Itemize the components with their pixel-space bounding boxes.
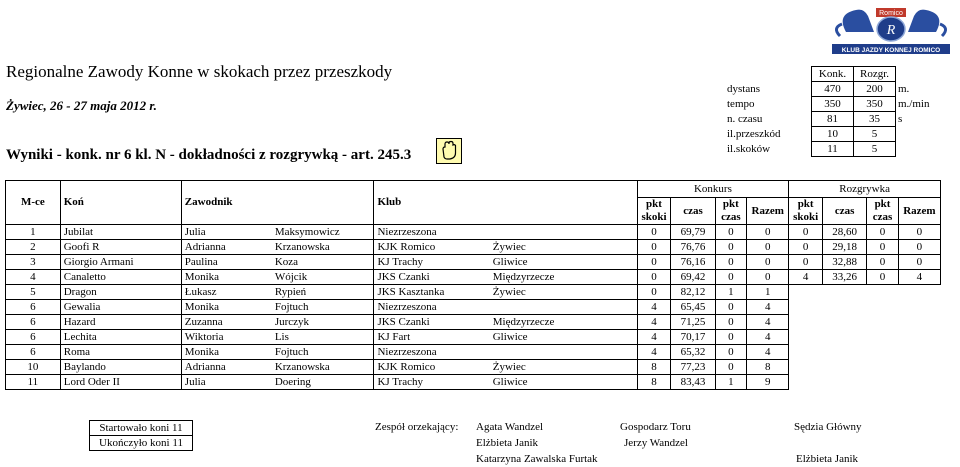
cell-r-pkt-skoki: 0	[789, 255, 823, 270]
cell-r-pkt-czas: 0	[867, 240, 899, 255]
cell-last-name: Rypień	[272, 285, 374, 300]
header-kon: Koń	[60, 181, 181, 225]
table-row	[6, 330, 941, 345]
cell-city: Gliwice	[490, 375, 637, 390]
cell-r-pkt-czas: 0	[867, 270, 899, 285]
cell-club: JKS Kasztanka	[374, 285, 490, 300]
cell-czas: 76,76	[671, 240, 715, 255]
horse-count-table	[89, 420, 193, 451]
param-konk: 11	[812, 142, 854, 157]
cell-pkt-czas: 0	[715, 360, 747, 375]
param-rozgr: 35	[854, 112, 896, 127]
jury-member-1: Agata Wandzel	[476, 421, 544, 433]
table-row	[6, 285, 941, 300]
cell-r-pkt-czas	[867, 285, 899, 300]
cell-r-razem	[898, 360, 940, 375]
cell-horse: Hazard	[60, 315, 181, 330]
header-czas: czas	[671, 198, 715, 225]
cell-place: 3	[6, 255, 61, 270]
cell-razem: 4	[747, 330, 789, 345]
cell-first-name: Julia	[181, 225, 272, 240]
cell-city	[490, 345, 637, 360]
cell-r-razem	[898, 330, 940, 345]
cell-pkt-skoki: 4	[637, 315, 671, 330]
param-header-konk: Konk.	[812, 67, 854, 82]
competition-title: Regionalne Zawody Konne w skokach przez przeszkody	[6, 62, 393, 81]
table-row	[6, 375, 941, 390]
cell-r-pkt-skoki	[789, 375, 823, 390]
cell-r-czas: 32,88	[823, 255, 867, 270]
cell-last-name: Fojtuch	[272, 345, 374, 360]
cell-razem: 0	[747, 270, 789, 285]
jury-label: Zespół orzekający:	[375, 421, 459, 433]
cell-last-name: Wójcik	[272, 270, 374, 285]
results-heading	[6, 147, 411, 164]
logo-text: KLUB JAZDY KONNEJ ROMICO	[841, 47, 941, 54]
cell-place: 6	[6, 300, 61, 315]
header-pkt-czas-r: pkt czas	[867, 198, 899, 225]
param-row	[725, 127, 931, 142]
param-rozgr: 5	[854, 127, 896, 142]
cell-club: KJ Trachy	[374, 375, 490, 390]
cell-pkt-skoki: 0	[637, 225, 671, 240]
course-params-table	[725, 66, 931, 157]
cell-pkt-czas: 0	[715, 300, 747, 315]
cell-last-name: Koza	[272, 255, 374, 270]
cell-r-pkt-czas	[867, 345, 899, 360]
cell-czas: 65,32	[671, 345, 715, 360]
param-unit: m.	[898, 83, 910, 95]
cell-r-czas	[823, 300, 867, 315]
cell-city: Żywiec	[490, 240, 637, 255]
cell-razem: 9	[747, 375, 789, 390]
cell-czas: 76,16	[671, 255, 715, 270]
cell-pkt-skoki: 8	[637, 375, 671, 390]
cell-place: 6	[6, 330, 61, 345]
cell-r-pkt-czas: 0	[867, 255, 899, 270]
cell-r-pkt-czas	[867, 360, 899, 375]
results-description: - konk. nr 6 kl. N - dokładności z rozgrywką - art. 245.3	[52, 147, 412, 163]
cell-pkt-czas: 0	[715, 270, 747, 285]
param-row	[725, 142, 931, 157]
cell-horse: Roma	[60, 345, 181, 360]
header-razem-r: Razem	[898, 198, 940, 225]
param-unit	[896, 142, 932, 157]
logo-letter: R	[886, 23, 896, 38]
club-logo	[826, 2, 956, 56]
cell-city: Żywiec	[490, 360, 637, 375]
cell-pkt-czas: 0	[715, 255, 747, 270]
cell-first-name: Wiktoria	[181, 330, 272, 345]
cell-razem: 0	[747, 240, 789, 255]
cell-r-pkt-skoki	[789, 330, 823, 345]
cell-pkt-skoki: 4	[637, 300, 671, 315]
cell-first-name: Monika	[181, 270, 272, 285]
header-rozgrywka: Rozgrywka	[789, 181, 941, 198]
cell-first-name: Łukasz	[181, 285, 272, 300]
cell-r-razem	[898, 315, 940, 330]
cell-city: Żywiec	[490, 285, 637, 300]
hand-icon[interactable]	[436, 138, 462, 164]
cell-pkt-skoki: 8	[637, 360, 671, 375]
cell-r-razem	[898, 285, 940, 300]
cell-city: Międzyrzecze	[490, 270, 637, 285]
cell-place: 6	[6, 315, 61, 330]
cell-r-pkt-skoki	[789, 285, 823, 300]
cell-r-czas: 29,18	[823, 240, 867, 255]
cell-first-name: Monika	[181, 300, 272, 315]
cell-r-pkt-skoki	[789, 300, 823, 315]
cell-place: 4	[6, 270, 61, 285]
cell-first-name: Adrianna	[181, 240, 272, 255]
cell-last-name: Krzanowska	[272, 240, 374, 255]
table-row	[6, 225, 941, 240]
cell-horse: Dragon	[60, 285, 181, 300]
cell-pkt-czas: 1	[715, 375, 747, 390]
cell-czas: 77,23	[671, 360, 715, 375]
logo-badge-text: Romico	[879, 10, 903, 17]
jury-member-2: Elżbieta Janik	[476, 437, 539, 449]
cell-last-name: Jurczyk	[272, 315, 374, 330]
cell-club: KJK Romico	[374, 240, 490, 255]
cell-place: 6	[6, 345, 61, 360]
cell-club: JKS Czanki	[374, 270, 490, 285]
cell-city: Gliwice	[490, 330, 637, 345]
cell-club: Niezrzeszona	[374, 300, 490, 315]
cell-pkt-czas: 0	[715, 330, 747, 345]
cell-place: 5	[6, 285, 61, 300]
cell-pkt-skoki: 4	[637, 330, 671, 345]
cell-pkt-skoki: 0	[637, 285, 671, 300]
cell-place: 1	[6, 225, 61, 240]
header-mce: M-ce	[6, 181, 61, 225]
param-konk: 350	[812, 97, 854, 112]
cell-horse: Lechita	[60, 330, 181, 345]
cell-place: 11	[6, 375, 61, 390]
cell-horse: Jubilat	[60, 225, 181, 240]
param-rozgr: 350	[854, 97, 896, 112]
header-razem: Razem	[747, 198, 789, 225]
cell-city: Międzyrzecze	[490, 315, 637, 330]
header-konkurs: Konkurs	[637, 181, 789, 198]
param-rozgr: 5	[854, 142, 896, 157]
cell-r-razem: 0	[898, 225, 940, 240]
table-row	[6, 270, 941, 285]
cell-last-name: Maksymowicz	[272, 225, 374, 240]
header-klub: Klub	[374, 181, 637, 225]
param-rozgr: 200	[854, 82, 896, 97]
cell-first-name: Zuzanna	[181, 315, 272, 330]
table-row	[6, 345, 941, 360]
header-pkt-czas: pkt czas	[715, 198, 747, 225]
cell-pkt-skoki: 0	[637, 255, 671, 270]
cell-r-razem: 0	[898, 255, 940, 270]
cell-czas: 69,79	[671, 225, 715, 240]
param-row	[725, 82, 931, 97]
cell-r-czas	[823, 330, 867, 345]
param-header-rozgr: Rozgr.	[854, 67, 896, 82]
header-pkt-skoki: pkt skoki	[637, 198, 671, 225]
cell-r-pkt-skoki: 0	[789, 240, 823, 255]
cell-pkt-skoki: 0	[637, 270, 671, 285]
cell-pkt-czas: 0	[715, 345, 747, 360]
finished-count: Ukończyło koni 11	[90, 436, 193, 451]
param-label: n. czasu	[727, 113, 763, 125]
cell-r-pkt-czas	[867, 300, 899, 315]
judge-name: Elżbieta Janik	[796, 453, 859, 465]
param-konk: 81	[812, 112, 854, 127]
cell-pkt-czas: 0	[715, 315, 747, 330]
cell-first-name: Paulina	[181, 255, 272, 270]
cell-club: JKS Czanki	[374, 315, 490, 330]
cell-r-czas: 28,60	[823, 225, 867, 240]
competition-subtitle: Żywiec, 26 - 27 maja 2012 r.	[6, 98, 157, 113]
cell-r-czas	[823, 375, 867, 390]
jury-member-3: Katarzyna Zawalska Furtak	[476, 453, 598, 465]
header-zawodnik: Zawodnik	[181, 181, 374, 225]
started-count: Startowało koni 11	[90, 421, 193, 436]
cell-horse: Gewalia	[60, 300, 181, 315]
param-label: tempo	[727, 98, 755, 110]
cell-r-pkt-skoki: 0	[789, 225, 823, 240]
table-row	[6, 240, 941, 255]
cell-razem: 4	[747, 315, 789, 330]
host-name: Jerzy Wandzel	[624, 437, 688, 449]
cell-last-name: Fojtuch	[272, 300, 374, 315]
cell-last-name: Lis	[272, 330, 374, 345]
cell-city: Gliwice	[490, 255, 637, 270]
results-prefix: Wyniki	[6, 147, 53, 163]
cell-r-pkt-czas	[867, 315, 899, 330]
cell-r-pkt-skoki	[789, 315, 823, 330]
cell-first-name: Monika	[181, 345, 272, 360]
cell-razem: 1	[747, 285, 789, 300]
cell-r-pkt-skoki: 4	[789, 270, 823, 285]
cell-first-name: Julia	[181, 375, 272, 390]
cell-r-pkt-skoki	[789, 345, 823, 360]
header-pkt-skoki-r: pkt skoki	[789, 198, 823, 225]
cell-horse: Goofi R	[60, 240, 181, 255]
cell-r-czas: 33,26	[823, 270, 867, 285]
cell-horse: Lord Oder II	[60, 375, 181, 390]
cell-r-pkt-skoki	[789, 360, 823, 375]
cell-czas: 70,17	[671, 330, 715, 345]
host-label: Gospodarz Toru	[620, 421, 691, 433]
param-unit	[896, 127, 932, 142]
cell-razem: 4	[747, 300, 789, 315]
cell-club: KJ Fart	[374, 330, 490, 345]
cell-razem: 4	[747, 345, 789, 360]
cell-r-razem	[898, 375, 940, 390]
cell-r-pkt-czas: 0	[867, 225, 899, 240]
cell-pkt-skoki: 4	[637, 345, 671, 360]
cell-r-pkt-czas	[867, 375, 899, 390]
cell-city	[490, 300, 637, 315]
cell-club: Niezrzeszona	[374, 345, 490, 360]
cell-r-czas	[823, 345, 867, 360]
param-label: il.skoków	[727, 143, 771, 155]
cell-r-czas	[823, 315, 867, 330]
header-czas-r: czas	[823, 198, 867, 225]
param-konk: 470	[812, 82, 854, 97]
table-row	[6, 300, 941, 315]
cell-razem: 0	[747, 255, 789, 270]
cell-r-czas	[823, 360, 867, 375]
cell-r-razem	[898, 345, 940, 360]
cell-club: KJ Trachy	[374, 255, 490, 270]
cell-czas: 65,45	[671, 300, 715, 315]
cell-horse: Giorgio Armani	[60, 255, 181, 270]
results-table	[5, 180, 941, 390]
cell-czas: 69,42	[671, 270, 715, 285]
table-row	[6, 315, 941, 330]
cell-pkt-skoki: 0	[637, 240, 671, 255]
param-unit: s	[898, 113, 903, 125]
param-unit: m./min	[898, 98, 930, 110]
table-row	[6, 255, 941, 270]
cell-last-name: Krzanowska	[272, 360, 374, 375]
cell-razem: 8	[747, 360, 789, 375]
cell-pkt-czas: 1	[715, 285, 747, 300]
cell-czas: 83,43	[671, 375, 715, 390]
cell-r-razem: 0	[898, 240, 940, 255]
cell-czas: 82,12	[671, 285, 715, 300]
cell-r-razem	[898, 300, 940, 315]
param-row	[725, 97, 931, 112]
cell-place: 2	[6, 240, 61, 255]
cell-place: 10	[6, 360, 61, 375]
param-label: il.przeszkód	[727, 128, 781, 140]
judge-label: Sędzia Główny	[794, 421, 862, 433]
cell-first-name: Adrianna	[181, 360, 272, 375]
param-row	[725, 112, 931, 127]
cell-club: KJK Romico	[374, 360, 490, 375]
table-row	[6, 360, 941, 375]
cell-r-czas	[823, 285, 867, 300]
cell-pkt-czas: 0	[715, 225, 747, 240]
cell-pkt-czas: 0	[715, 240, 747, 255]
cell-czas: 71,25	[671, 315, 715, 330]
cell-r-razem: 4	[898, 270, 940, 285]
cell-horse: Canaletto	[60, 270, 181, 285]
cell-razem: 0	[747, 225, 789, 240]
cell-r-pkt-czas	[867, 330, 899, 345]
cell-horse: Baylando	[60, 360, 181, 375]
cell-last-name: Doering	[272, 375, 374, 390]
param-konk: 10	[812, 127, 854, 142]
cell-city	[490, 225, 637, 240]
cell-club: Niezrzeszona	[374, 225, 490, 240]
param-label: dystans	[727, 83, 760, 95]
